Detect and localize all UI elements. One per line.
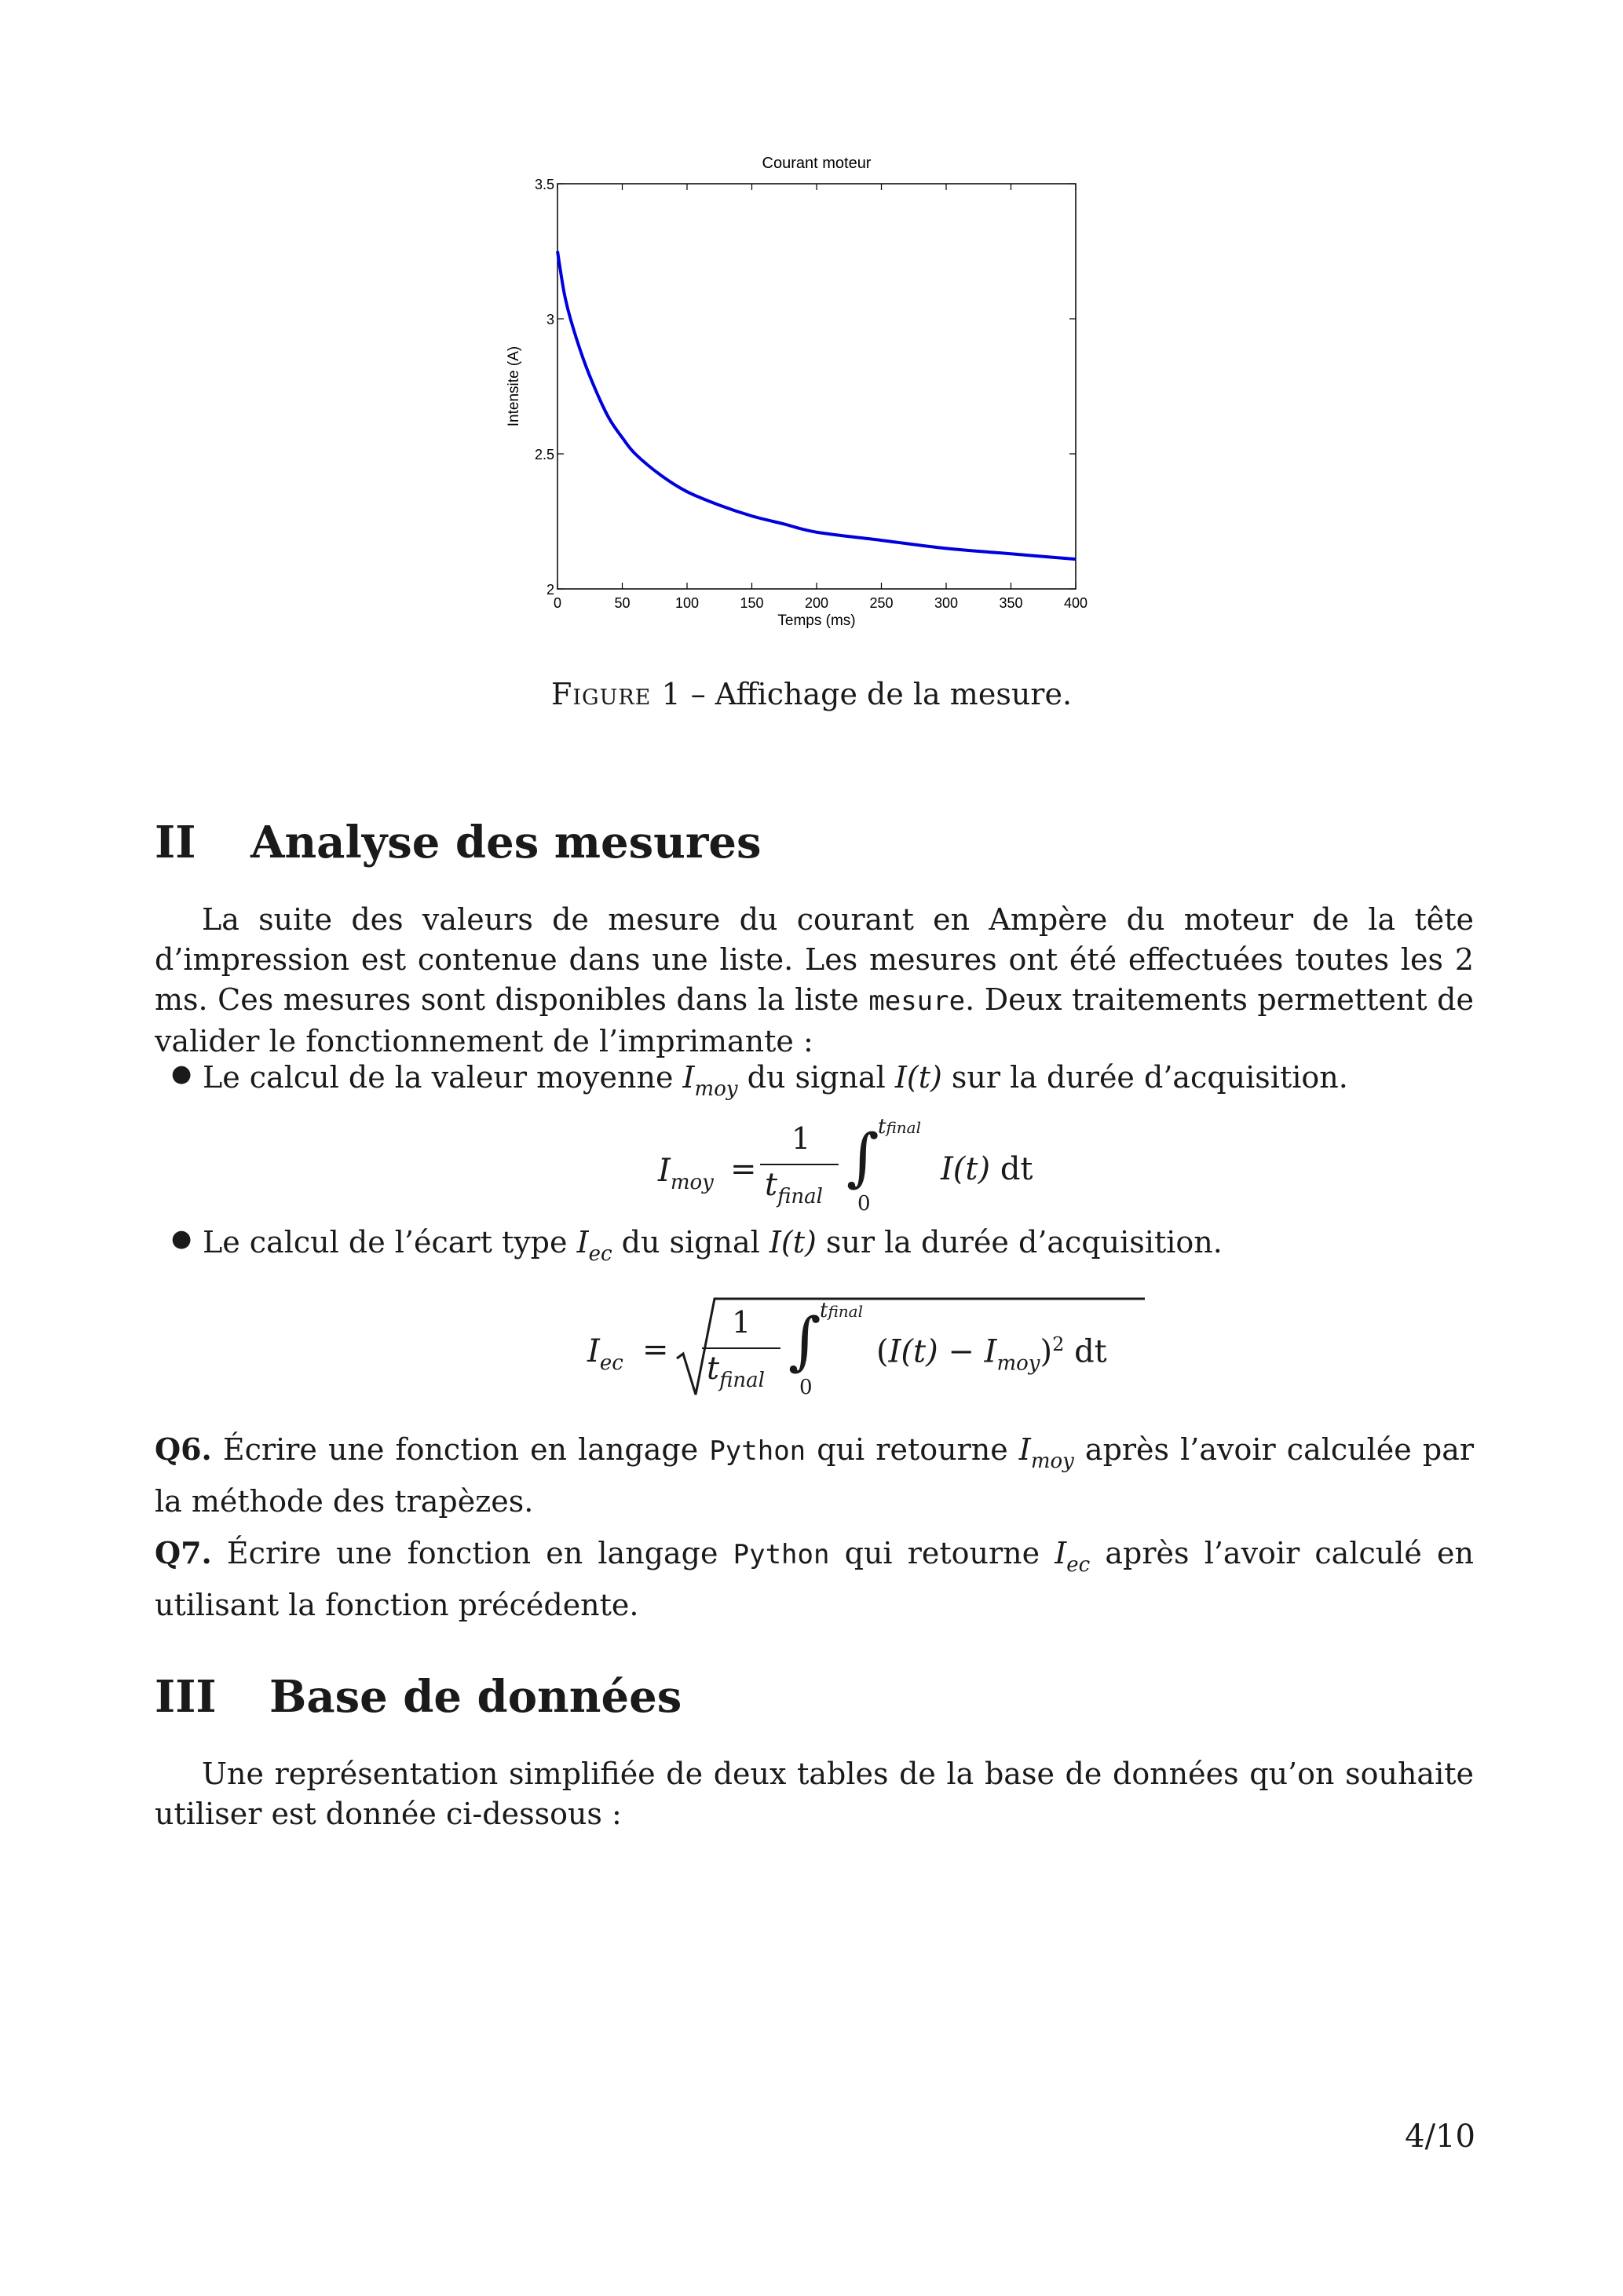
integral-sign: ∫ [846,1121,879,1194]
y-tick-label: 3 [546,312,554,327]
x-tick-label: 400 [1063,595,1088,611]
y-axis-label: Intensite (A) [506,345,522,427]
question-q6: Q6. Écrire une fonction en langage Python qui retourne $I_{moy}$ après l’avoir calculée par la méthode des trapèzes. [155,1431,1475,1519]
y-tick-label: 2.5 [534,447,554,462]
y-tick-label: 3.5 [534,177,554,192]
series-line-courant [557,251,1076,559]
x-tick-label: 100 [674,595,700,611]
bullet-mean: ● Le calcul de la valeur moyenne $I_{moy}$ du signal I(t) sur la durée d’acquisition. [171,1060,1348,1101]
page-number: 4/10 [1405,2119,1475,2155]
current-chart [471,149,1115,652]
integral-sign: ∫ [788,1304,821,1377]
section-intro-paragraph: La suite des valeurs de mesure du courant en Ampère du moteur de la tête d’impression est contenue dans une liste. Les mesures ont été effectuées toutes les 2 ms. Ces mesures sont disponibles dans la liste mesure. Deux traitements permettent de valider le fonctionnement de l’imprimante : [155,902,1474,1058]
x-tick-label: 350 [999,595,1023,611]
x-tick-label: 50 [614,595,631,611]
section-heading-base-donnees: III Base de données [155,1671,682,1723]
section3-intro-paragraph: Une représentation simplifiée de deux tables de la base de données qu’on souhaite utiliser est donnée ci-dessous : [155,1757,1474,1831]
figure-caption: Figure 1 – Affichage de la mesure. [550,677,1073,711]
code-mesure: mesure [868,985,966,1017]
bullet-icon: ● [171,1225,192,1252]
equation-mean: $I_{moy}$ = 1 $t_{final}$ ∫ tfinal 0 I(t) dt [658,1115,1033,1216]
bullet-stddev: ● Le calcul de l’écart type $I_{ec}$ du signal I(t) sur la durée d’acquisition. [171,1225,1223,1266]
fraction-bar [760,1164,839,1165]
x-tick-label: 150 [740,595,764,611]
plot-area [557,184,1076,589]
x-axis-label: Temps (ms) [777,612,856,629]
equation-stddev: $I_{ec}$ = 1 $t_{final}$ ∫ tfinal 0 $(I(t) - I_{moy})^2$ dt [587,1288,1121,1406]
y-tick-label: 2 [546,582,554,598]
x-tick-label: 0 [553,595,562,611]
bullet-icon: ● [171,1060,192,1088]
chart-title: Courant moteur [762,155,872,172]
x-tick-label: 200 [804,595,829,611]
x-tick-label: 300 [934,595,959,611]
fraction-bar [702,1347,780,1349]
x-tick-label: 250 [869,595,894,611]
section-heading-analyse: II Analyse des mesures [155,817,762,868]
question-q7: Q7. Écrire une fonction en langage Python qui retourne $I_{ec}$ après l’avoir calculé en utilisant la fonction précédente. [155,1535,1474,1622]
